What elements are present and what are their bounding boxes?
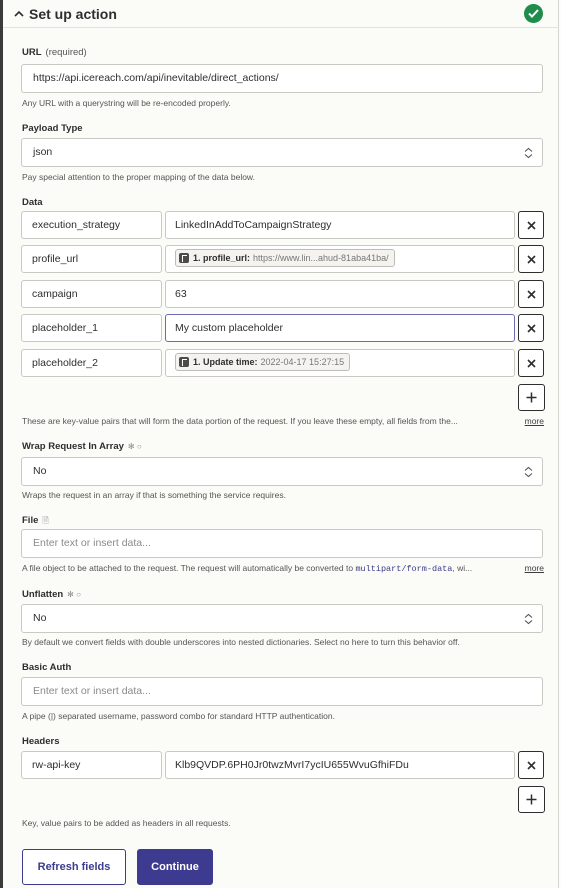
data-value-field[interactable]: My custom placeholder bbox=[165, 314, 515, 342]
data-key-field[interactable]: placeholder_2 bbox=[21, 349, 162, 377]
url-input[interactable]: https://api.icereach.com/api/inevitable/direct_actions/ bbox=[21, 64, 543, 93]
wrap-request-value: No bbox=[33, 465, 47, 477]
option-symbols-icon: ✻ ○ bbox=[67, 590, 81, 599]
continue-button[interactable]: Continue bbox=[137, 849, 213, 885]
close-icon bbox=[527, 290, 536, 299]
chevron-up-icon[interactable] bbox=[13, 8, 25, 20]
app-icon bbox=[179, 253, 189, 263]
file-more-link[interactable]: more bbox=[524, 563, 544, 573]
basic-auth-label: Basic Auth bbox=[22, 662, 72, 673]
unflatten-value: No bbox=[33, 612, 47, 624]
url-help: Any URL with a querystring will be re-encoded properly. bbox=[22, 98, 231, 108]
mapped-data-pill[interactable]: 1. profile_url: https://www.lin...ahud-81aba41ba/ bbox=[175, 249, 395, 267]
url-label: URL (required) bbox=[22, 47, 87, 58]
remove-row-button[interactable] bbox=[518, 211, 544, 239]
success-check-icon bbox=[524, 4, 543, 23]
headers-help: Key, value pairs to be added as headers in all requests. bbox=[22, 818, 231, 828]
action-setup-panel bbox=[3, 0, 559, 888]
payload-type-label: Payload Type bbox=[22, 123, 83, 134]
data-help: These are key-value pairs that will form the data portion of the request. If you leave these empty, all fields from the... bbox=[22, 416, 458, 426]
close-icon bbox=[527, 761, 536, 770]
wrap-request-help: Wraps the request in an array if that is something the service requires. bbox=[22, 490, 286, 500]
section-title: Set up action bbox=[29, 6, 117, 22]
mapped-data-pill[interactable]: 1. Update time: 2022-04-17 15:27:15 bbox=[175, 353, 350, 371]
data-key-field[interactable]: campaign bbox=[21, 280, 162, 308]
payload-type-help: Pay special attention to the proper mapping of the data below. bbox=[22, 172, 255, 182]
unflatten-select[interactable] bbox=[21, 604, 543, 633]
wrap-request-label: Wrap Request In Array ✻ ○ bbox=[22, 441, 142, 452]
file-input[interactable]: Enter text or insert data... bbox=[21, 529, 543, 558]
wrap-request-select[interactable] bbox=[21, 457, 543, 486]
refresh-fields-button[interactable]: Refresh fields bbox=[22, 849, 126, 885]
remove-row-button[interactable] bbox=[518, 245, 544, 273]
select-arrows-icon bbox=[524, 613, 533, 625]
basic-auth-help: A pipe (|) separated username, password combo for standard HTTP authentication. bbox=[22, 711, 335, 721]
close-icon bbox=[527, 221, 536, 230]
data-key-field[interactable]: profile_url bbox=[21, 245, 162, 273]
select-arrows-icon bbox=[524, 466, 533, 478]
plus-icon bbox=[526, 392, 537, 403]
remove-row-button[interactable] bbox=[518, 349, 544, 377]
remove-row-button[interactable] bbox=[518, 280, 544, 308]
option-symbols-icon: ✻ ○ bbox=[127, 442, 142, 451]
unflatten-help: By default we convert fields with double underscores into nested dictionaries. Select no here to turn this behavior off. bbox=[22, 637, 460, 647]
basic-auth-input[interactable]: Enter text or insert data... bbox=[21, 677, 543, 706]
data-value-field[interactable] bbox=[165, 245, 515, 273]
payload-type-select[interactable] bbox=[21, 138, 543, 167]
select-arrows-icon bbox=[524, 147, 533, 159]
app-icon bbox=[179, 357, 189, 367]
file-help: A file object to be attached to the request. The request will automatically be converted to multipart/form-data, wi... bbox=[22, 563, 473, 574]
remove-header-button[interactable] bbox=[518, 751, 544, 779]
code-text: multipart/form-data bbox=[355, 564, 453, 574]
add-data-row-button[interactable] bbox=[518, 384, 545, 411]
header-key-field[interactable]: rw-api-key bbox=[21, 751, 162, 779]
remove-row-button[interactable] bbox=[518, 314, 544, 342]
plus-icon bbox=[526, 794, 537, 805]
data-value-field[interactable]: 63 bbox=[165, 280, 515, 308]
add-header-button[interactable] bbox=[518, 786, 545, 813]
header-value-field[interactable]: Klb9QVDP.6PH0Jr0twzMvrI7ycIU655WvuGfhiFDu bbox=[165, 751, 515, 779]
close-icon bbox=[527, 255, 536, 264]
section-header[interactable] bbox=[3, 0, 559, 28]
file-icon: 🗎 bbox=[42, 516, 49, 525]
close-icon bbox=[527, 359, 536, 368]
data-value-field[interactable] bbox=[165, 349, 515, 377]
data-key-field[interactable]: execution_strategy bbox=[21, 211, 162, 239]
headers-label: Headers bbox=[22, 736, 60, 747]
close-icon bbox=[527, 324, 536, 333]
unflatten-label: Unflatten ✻ ○ bbox=[22, 589, 81, 600]
file-label: File 🗎 bbox=[22, 515, 49, 526]
data-label: Data bbox=[22, 197, 43, 208]
data-more-link[interactable]: more bbox=[524, 416, 544, 426]
payload-type-value: json bbox=[33, 146, 53, 158]
data-value-field[interactable]: LinkedInAddToCampaignStrategy bbox=[165, 211, 515, 239]
data-key-field[interactable]: placeholder_1 bbox=[21, 314, 162, 342]
